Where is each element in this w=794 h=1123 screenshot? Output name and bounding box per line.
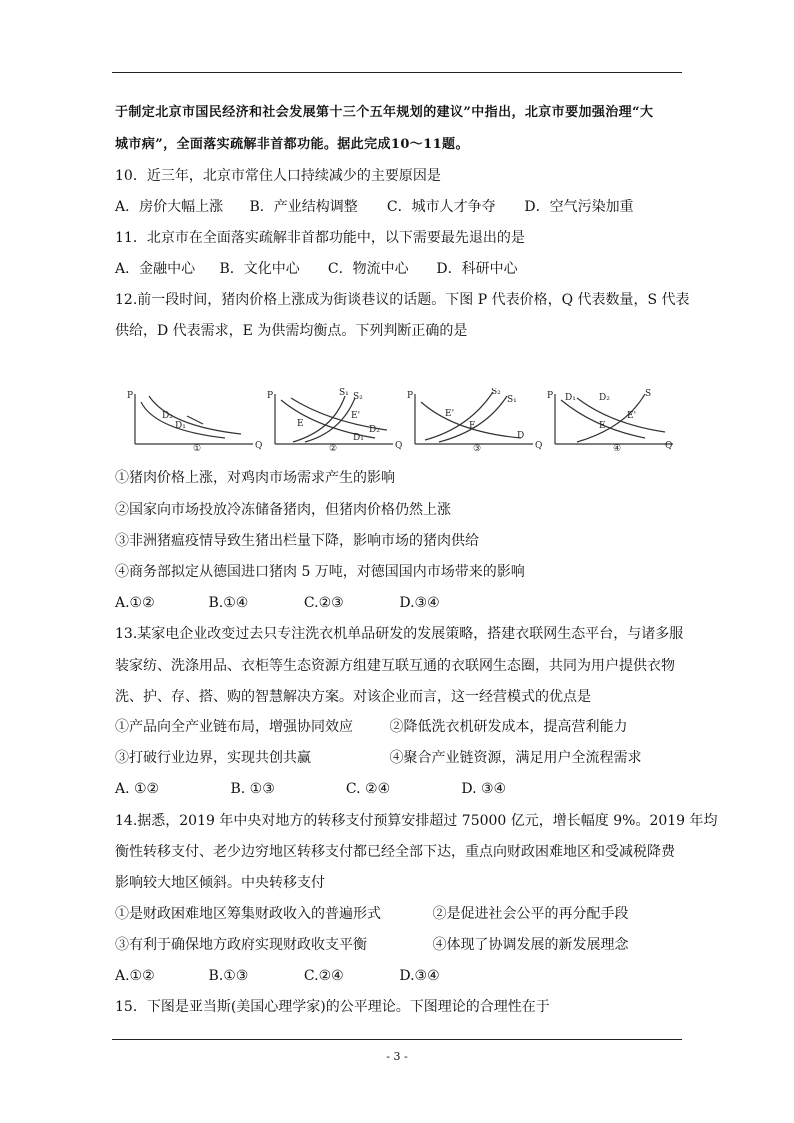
page-number: - 3 - bbox=[386, 1050, 408, 1063]
q11-option-a: A．金融中心 bbox=[115, 261, 196, 277]
q12-option-b: B.①④ bbox=[208, 595, 249, 611]
g2-q-label: Q bbox=[395, 441, 403, 451]
g1-number: ① bbox=[193, 444, 202, 454]
g3-s1-label: S₁ bbox=[507, 395, 517, 405]
q14-items-row-1 bbox=[115, 905, 628, 923]
q12-stem-1: 12.前一段时间，猪肉价格上涨成为街谈巷议的话题。下图 P 代表价格，Q 代表数量，S 代表 bbox=[115, 292, 690, 308]
g4-number: ④ bbox=[613, 444, 622, 454]
g1-p-label: P bbox=[127, 391, 134, 401]
q14-item-4: ④体现了协调发展的新发展理念 bbox=[432, 937, 629, 953]
q14-stem-1: 14.据悉，2019 年中央对地方的转移支付预算安排超过 75000 亿元，增长幅度 9%。2019 年均 bbox=[115, 813, 718, 829]
g2-s2-label: S₂ bbox=[353, 392, 363, 402]
q13-option-b: B. ①③ bbox=[230, 781, 275, 797]
g2-number: ② bbox=[329, 444, 338, 454]
q13-item-2: ②降低洗衣机研发成本，提高营利能力 bbox=[389, 719, 628, 735]
g2-d1-label: D₁ bbox=[353, 433, 364, 443]
q14-option-d: D.③④ bbox=[399, 968, 440, 984]
q14-item-3: ③有利于确保地方政府实现财政收支平衡 bbox=[115, 937, 367, 953]
q12-item-3: ③非洲猪瘟疫情导致生猪出栏量下降，影响市场的猪肉供给 bbox=[115, 533, 479, 549]
g1-curve-d2 bbox=[141, 402, 225, 438]
q11-option-b: B．文化中心 bbox=[219, 261, 300, 277]
g3-e-prime-label: E' bbox=[445, 409, 455, 419]
q13-stem-3: 洗、护、存、搭、购的智慧解决方案。对该企业而言，这一经营模式的优点是 bbox=[115, 689, 591, 705]
g2-e-prime-label: E' bbox=[351, 411, 361, 421]
g4-e-label: E bbox=[599, 421, 606, 431]
q10-option-a: A．房价大幅上涨 bbox=[115, 199, 224, 215]
g1-d1-label: D₁ bbox=[175, 421, 186, 431]
q13-stem-2: 装家纺、洗涤用品、衣柜等生态资源方组建互联互通的衣联网生态圈，共同为用户提供衣物 bbox=[115, 658, 675, 674]
q13-option-c: C. ②④ bbox=[345, 781, 391, 797]
q12-stem-2: 供给，D 代表需求，E 为供需均衡点。下列判断正确的是 bbox=[115, 323, 468, 339]
g2-d2-label: D₂ bbox=[369, 425, 380, 435]
g4-s-label: S bbox=[645, 389, 652, 399]
q10-option-d: D．空气污染加重 bbox=[524, 199, 634, 215]
q11-stem: 11．北京市在全面落实疏解非首都功能中，以下需要最先退出的是 bbox=[115, 230, 525, 246]
q13-items-row-2 bbox=[115, 749, 641, 767]
g4-curve-d2 bbox=[577, 398, 665, 432]
q10-options bbox=[115, 198, 634, 216]
q14-option-a: A.①② bbox=[115, 968, 155, 984]
g2-s1-label: S₁ bbox=[339, 388, 349, 398]
g1-d2-label: D₂ bbox=[162, 411, 173, 421]
g3-e-label: E bbox=[469, 421, 476, 431]
g2-p-label: P bbox=[267, 391, 274, 401]
q12-option-d: D.③④ bbox=[399, 595, 440, 611]
q12-item-2: ②国家向市场投放冷冻储备猪肉，但猪肉价格仍然上涨 bbox=[115, 502, 451, 518]
q14-stem-2: 衡性转移支付、老少边穷地区转移支付都已经全部下达，重点向财政困难地区和受减税降费 bbox=[115, 844, 675, 860]
q14-stem-3: 影响较大地区倾斜。中央转移支付 bbox=[115, 875, 325, 891]
q14-option-c: C.②④ bbox=[303, 968, 344, 984]
g4-e-prime-label: E' bbox=[627, 411, 637, 421]
q12-item-1: ①猪肉价格上涨，对鸡肉市场需求产生的影响 bbox=[115, 470, 395, 486]
q13-item-1: ①产品向全产业链布局，增强协同效应 bbox=[115, 719, 353, 735]
q13-stem-1: 13.某家电企业改变过去只专注洗衣机单品研发的发展策略，搭建衣联网生态平台，与诸多服 bbox=[115, 626, 684, 642]
intro-line-1: 于制定北京市国民经济和社会发展第十三个五年规划的建议”中指出，北京市要加强治理“大 bbox=[115, 105, 654, 120]
g4-d1-label: D₁ bbox=[565, 393, 576, 403]
q14-items-row-2 bbox=[115, 936, 628, 954]
g1-q-label: Q bbox=[255, 441, 263, 451]
supply-demand-figure bbox=[125, 388, 675, 456]
q13-item-4: ④聚合产业链资源，满足用户全流程需求 bbox=[389, 750, 642, 766]
g3-q-label: Q bbox=[535, 441, 543, 451]
q11-option-c: C．物流中心 bbox=[327, 261, 409, 277]
q12-options bbox=[115, 594, 440, 612]
top-rule bbox=[112, 72, 682, 73]
g4-p-label: P bbox=[547, 391, 554, 401]
g3-d-label: D bbox=[517, 431, 525, 441]
q12-option-a: A.①② bbox=[115, 595, 155, 611]
q13-items-row-1 bbox=[115, 718, 627, 736]
q11-option-d: D．科研中心 bbox=[436, 261, 518, 277]
q14-item-2: ②是促进社会公平的再分配手段 bbox=[432, 906, 629, 922]
g4-q-label: Q bbox=[665, 441, 673, 451]
q13-option-d: D. ③④ bbox=[461, 781, 507, 797]
q12-option-c: C.②③ bbox=[303, 595, 344, 611]
intro-line-2: 城市病”，全面落实疏解非首都功能。据此完成10～11题。 bbox=[115, 137, 469, 152]
g2-e-label: E bbox=[297, 419, 304, 429]
g4-d2-label: D₂ bbox=[599, 393, 610, 403]
q14-item-1: ①是财政困难地区筹集财政收入的普遍形式 bbox=[115, 906, 381, 922]
q14-options bbox=[115, 967, 440, 985]
g3-s2-label: S₂ bbox=[491, 388, 501, 397]
q13-options bbox=[115, 780, 506, 798]
g3-p-label: P bbox=[407, 391, 414, 401]
g3-number: ③ bbox=[473, 444, 482, 454]
q14-option-b: B.①③ bbox=[208, 968, 249, 984]
q12-item-4: ④商务部拟定从德国进口猪肉 5 万吨，对德国国内市场带来的影响 bbox=[115, 564, 525, 580]
q13-item-3: ③打破行业边界，实现共创共赢 bbox=[115, 750, 311, 766]
q11-options bbox=[115, 260, 518, 278]
q10-option-c: C．城市人才争夺 bbox=[386, 199, 496, 215]
q10-option-b: B．产业结构调整 bbox=[249, 199, 358, 215]
q15-stem: 15．下图是亚当斯(美国心理学家)的公平理论。下图理论的合理性在于 bbox=[115, 999, 550, 1015]
bottom-rule bbox=[112, 1039, 682, 1040]
q13-option-a: A. ①② bbox=[115, 781, 160, 797]
g3-curve-d bbox=[421, 402, 521, 438]
g3-curve-s2 bbox=[425, 392, 493, 440]
q10-stem: 10．近三年，北京市常住人口持续减少的主要原因是 bbox=[115, 168, 441, 184]
